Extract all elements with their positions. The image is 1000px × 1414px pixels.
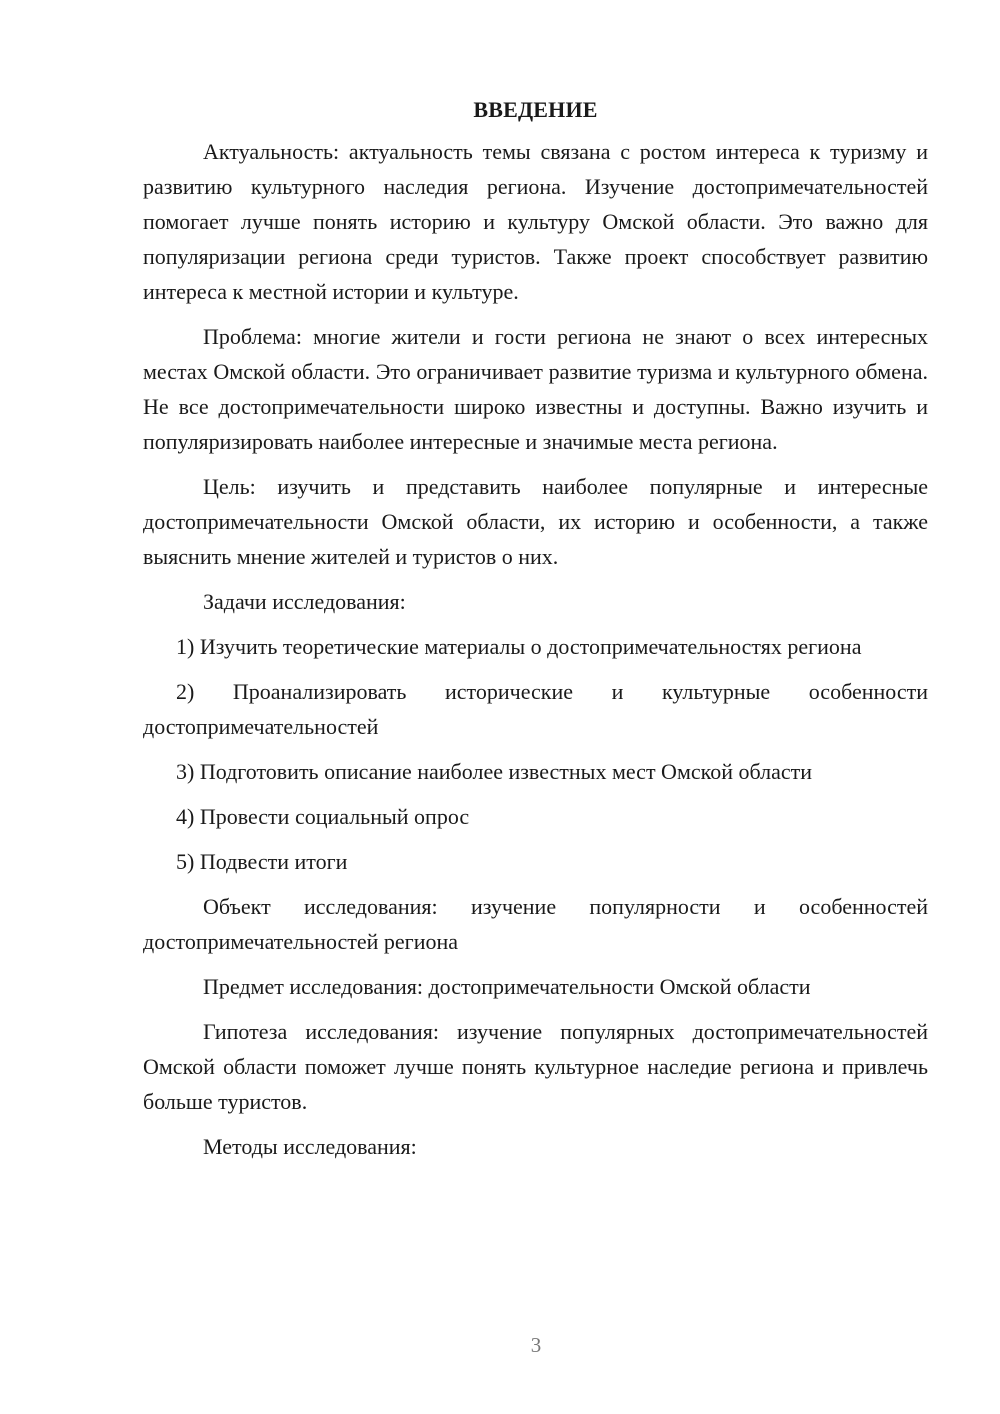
paragraph-relevance: Актуальность: актуальность темы связана с ростом интереса к туризму и развитию культурного наследия региона. Изучение достопримечательностей помогает лучше понять историю и культуру Омской области. Это важно для популяризации региона среди туристов. Также проект способствует развитию интереса к местной истории и культуре. (143, 139, 928, 304)
task-item-5: 5) Подвести итоги (176, 849, 348, 874)
paragraph-object: Объект исследования: изучение популярности и особенностей достопримечательностей региона (143, 894, 928, 954)
section-title: ВВЕДЕНИЕ (473, 97, 598, 122)
paragraph-problem: Проблема: многие жители и гости региона не знают о всех интересных местах Омской области. Это ограничивает развитие туризма и культурного обмена. Не все достопримечательности широко известны и доступны. Важно изучить и популяризировать наиболее интересные и значимые места региона. (143, 324, 928, 454)
methods-heading: Методы исследования: (203, 1134, 417, 1159)
page-content (143, 92, 928, 1174)
task-item-1: 1) Изучить теоретические материалы о достопримечательностях региона (176, 634, 862, 659)
paragraph-subject: Предмет исследования: достопримечательности Омской области (203, 974, 811, 999)
paragraph-goal: Цель: изучить и представить наиболее популярные и интересные достопримечательности Омской области, их историю и особенности, а также выяснить мнение жителей и туристов о них. (143, 474, 928, 569)
task-item-3: 3) Подготовить описание наиболее известных мест Омской области (176, 759, 813, 784)
task-item-4: 4) Провести социальный опрос (176, 804, 470, 829)
page-number: 3 (530, 1333, 542, 1357)
task-item-2: 2) Проанализировать исторические и культурные особенности достопримечательностей (143, 679, 928, 739)
tasks-heading: Задачи исследования: (203, 589, 406, 614)
paragraph-hypothesis: Гипотеза исследования: изучение популярных достопримечательностей Омской области поможет лучше понять культурное наследие региона и привлечь больше туристов. (143, 1019, 928, 1114)
